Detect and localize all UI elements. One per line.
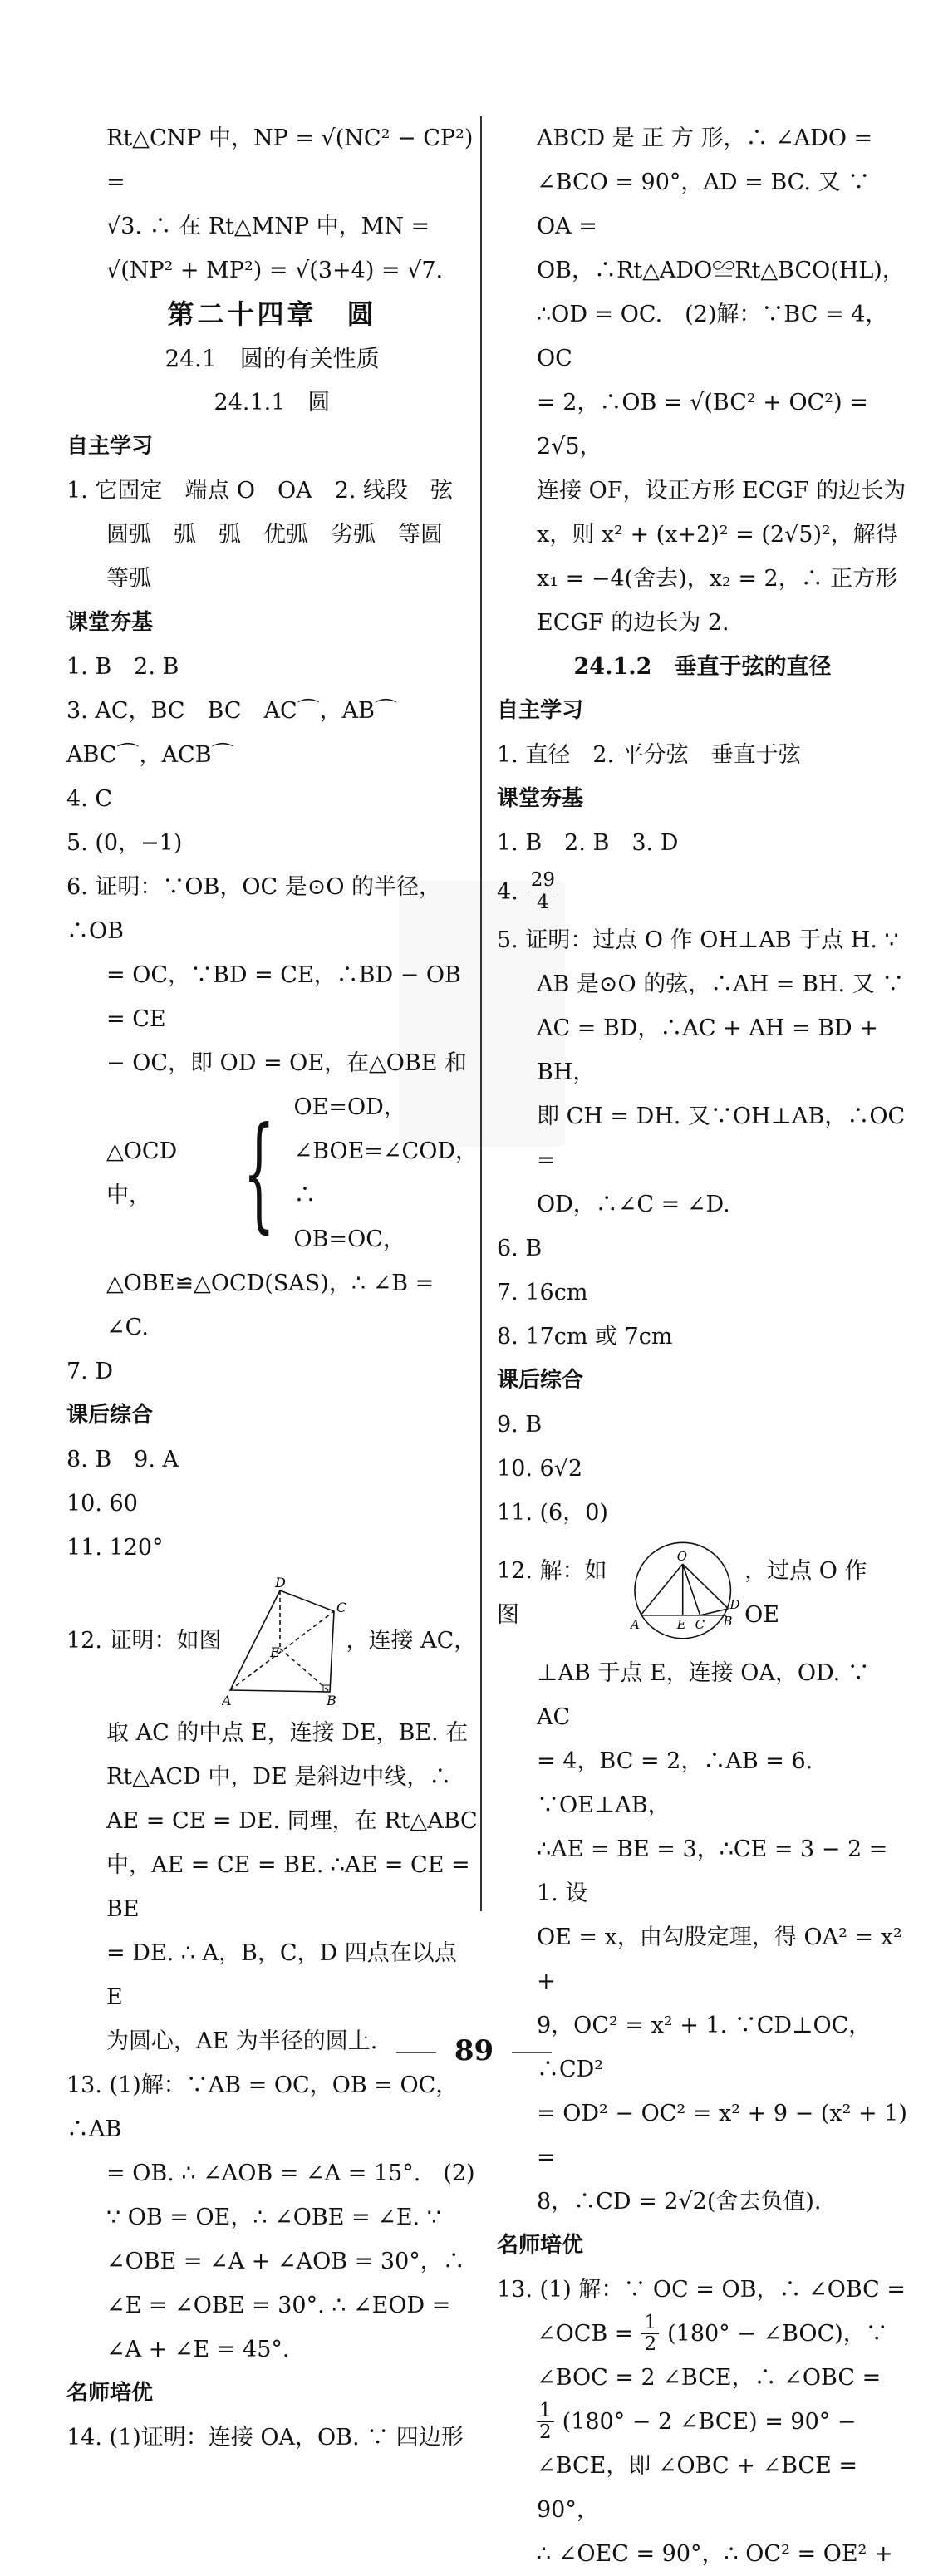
fig-label: E <box>269 1644 280 1660</box>
circle-figure <box>629 1539 744 1647</box>
text-line: ∠BOC = 2 ∠BCE，∴ ∠OBC = <box>537 2365 882 2391</box>
equation-line: OE=OD， <box>293 1094 406 1120</box>
section-heading: 自主学习 <box>66 434 154 459</box>
column-divider <box>480 116 482 1911</box>
fraction-denominator: 2 <box>644 2333 657 2355</box>
equation-line: ∠BOE=∠COD，∴ <box>293 1138 478 1208</box>
section-title: 24.1 圆的有关性质 <box>165 345 380 372</box>
text-line: 7. D <box>66 1359 113 1384</box>
fig-label: C <box>336 1600 346 1615</box>
fraction <box>641 2313 659 2356</box>
text-line: 5. 证明：过点 O 作 OH⊥AB 于点 H. ∵ <box>497 927 899 953</box>
text-line: 11. 120° <box>66 1535 164 1561</box>
fraction-numerator: 1 <box>641 2313 659 2334</box>
text-line: Rt△ACD 中，DE 是斜边中线，∴ <box>106 1764 452 1790</box>
text-line: = OC，∵BD = CE，∴BD − OB = CE <box>106 962 461 1032</box>
fig-label: B <box>723 1613 733 1629</box>
section-heading: 课堂夯基 <box>497 786 584 811</box>
fig-label: A <box>630 1616 640 1632</box>
text-line: = DE. ∴ A，B，C，D 四点在以点 E <box>106 1940 457 2010</box>
text-line: ∠A + ∠E = 45°. <box>106 2337 290 2362</box>
text-line: 10. 6√2 <box>497 1456 583 1482</box>
brace: { <box>243 1101 275 1246</box>
text-line: AC = BD，∴AC + AH = BD + BH， <box>537 1015 878 1085</box>
text-line: ，过点 O 作 OE <box>744 1558 867 1628</box>
section-heading: 名师培优 <box>66 2381 154 2406</box>
section-heading: 名师培优 <box>497 2233 584 2258</box>
subsection-title: 24.1.2 垂直于弦的直径 <box>573 654 832 680</box>
dash-left <box>396 2052 436 2053</box>
figure-line <box>497 1535 908 1651</box>
fraction <box>528 870 558 913</box>
text-line: 1. 直径 2. 平分弦 垂直于弦 <box>497 742 801 768</box>
text-line: 即 CH = DH. 又∵OH⊥AB，∴OC = <box>537 1104 906 1173</box>
fig-label: O <box>676 1549 687 1565</box>
page-number <box>0 2034 948 2067</box>
text-line: = OB. ∴ ∠AOB = ∠A = 15°. (2) <box>106 2161 475 2186</box>
text-line: = OD² − OC² = x² + 9 − (x² + 1) = <box>537 2101 907 2170</box>
fig-label: E <box>676 1616 686 1632</box>
text-line: OD，∴∠C = ∠D. <box>537 1192 730 1217</box>
quadrilateral-figure <box>222 1574 346 1707</box>
text-line: 1. B 2. B 3. D <box>497 830 679 856</box>
chapter-title: 第二十四章 圆 <box>167 298 377 330</box>
section-heading: 课堂夯基 <box>66 610 154 635</box>
text-line: (180° − ∠BOC)，∵ <box>667 2321 888 2347</box>
text-line: ECGF 的边长为 2. <box>537 610 729 636</box>
text-line: △OBE≌△OCD(SAS)，∴ ∠B = <box>106 1271 435 1296</box>
text-line: ∴AE = BE = 3，∴CE = 3 − 2 = 1. 设 <box>537 1836 888 1906</box>
text-line: 3. AC，BC BC AC⌒，AB⌒ ABC⌒，ACB⌒ <box>66 698 420 768</box>
text-line: √(NP² + MP²) = √(3+4) = √7. <box>106 258 444 283</box>
equation-lines <box>294 1085 479 1261</box>
text-line: 圆弧 弧 弧 优弧 劣弧 等圆 <box>106 522 443 548</box>
text-line: 14. (1)证明：连接 OA，OB. ∵ 四边形 <box>66 2425 464 2451</box>
page-number-text: 89 <box>454 2034 494 2067</box>
left-column <box>66 116 478 2460</box>
text-line: = 2，∴OB = √(BC² + OC²) = 2√5， <box>537 390 868 460</box>
fraction-numerator: 29 <box>528 870 558 892</box>
text-line: 7. 16cm <box>497 1280 588 1305</box>
equation-system <box>66 1085 478 1261</box>
text-line: ABCD 是 正 方 形，∴ ∠ADO = <box>537 125 873 151</box>
dash-right <box>512 2052 552 2053</box>
text-line: ，连接 AC， <box>346 1627 477 1654</box>
subsection-title: 24.1.1 圆 <box>214 390 331 415</box>
text-line: 10. 60 <box>66 1491 138 1517</box>
text-line: △OCD 中， <box>106 1138 178 1208</box>
section-heading: 课后综合 <box>66 1403 154 1428</box>
text-line: 4. C <box>66 786 113 812</box>
text-line: 6. 证明：∵OB，OC 是⊙O 的半径，∴OB <box>66 874 442 944</box>
text-line: 中，AE = CE = BE. ∴AE = CE = BE <box>106 1852 470 1922</box>
equation-line: OB=OC， <box>293 1227 405 1252</box>
section-heading: 课后综合 <box>497 1368 584 1393</box>
text-line: AB 是⊙O 的弦，∴AH = BH. 又 ∵ <box>537 971 905 997</box>
fraction-numerator: 1 <box>537 2401 554 2422</box>
text-line: 取 AC 的中点 E，连接 DE，BE. 在 <box>106 1720 469 1746</box>
text-line: ∠E = ∠OBE = 30°. ∴ ∠EOD = <box>106 2293 451 2318</box>
text-line: OE = x，由勾股定理，得 OA² = x² + <box>537 1925 902 1994</box>
text-line: √3. ∴ 在 Rt△MNP 中，MN = <box>106 214 430 239</box>
fraction-denominator: 2 <box>539 2421 552 2443</box>
text-line: 1. B 2. B <box>66 654 179 680</box>
text-line: 13. (1)解：∵AB = OC，OB = OC，∴AB <box>66 2072 459 2142</box>
text-line: (180° − 2 ∠BCE) = 90° − <box>562 2409 857 2435</box>
text-line: 8. 17cm 或 7cm <box>497 1324 673 1349</box>
text-line: ∴ ∠OEC = 90°，∴ OC² = OE² + <box>537 2541 893 2567</box>
section-heading: 自主学习 <box>497 698 584 723</box>
text-line: ∵ OB = OE，∴ ∠OBE = ∠E. ∵ <box>106 2205 441 2230</box>
fig-label: C <box>695 1616 705 1632</box>
text-line: 11. (6，0) <box>497 1500 608 1526</box>
fraction-denominator: 4 <box>537 891 549 913</box>
text-line: 9. B <box>497 1412 543 1438</box>
fig-label: D <box>729 1596 740 1612</box>
text-line: ⊥AB 于点 E，连接 OA，OD. ∵ AC <box>537 1660 870 1730</box>
text-line: ∠OBE = ∠A + ∠AOB = 30°，∴ <box>106 2249 465 2274</box>
text-line: 13. (1) 解：∵ OC = OB，∴ ∠OBC = <box>497 2277 906 2303</box>
text-line: ∠C. <box>106 1315 149 1340</box>
text-line: − OC，即 OD = OE，在△OBE 和 <box>106 1050 468 1076</box>
text-line: AE = CE = DE. 同理，在 Rt△ABC <box>106 1808 478 1834</box>
text-line: 6. B <box>497 1236 543 1261</box>
text-line: = 4，BC = 2，∴AB = 6. ∵OE⊥AB， <box>537 1748 813 1818</box>
text-line: 12. 解：如图 <box>497 1558 607 1628</box>
text-line: ∴OD = OC. (2)解：∵BC = 4，OC <box>537 302 888 371</box>
text-line: 8. B 9. A <box>66 1447 179 1472</box>
text-line: ∠BCO = 90°，AD = BC. 又 ∵ OA = <box>537 170 871 239</box>
figure-line <box>66 1570 478 1711</box>
text-line: 连接 OF，设正方形 ECGF 的边长为 <box>537 478 906 504</box>
fraction-line <box>497 2312 908 2356</box>
text-line: 为圆心，AE 为半径的圆上. <box>106 2028 378 2054</box>
text-line: x，则 x² + (x+2)² = (2√5)²，解得 <box>537 522 898 548</box>
text-line: 等弧 <box>106 566 151 592</box>
text-line: OB，∴Rt△ADO≌Rt△BCO(HL)， <box>537 258 905 283</box>
fig-label: B <box>326 1693 336 1707</box>
text-line: 1. 它固定 端点 O OA 2. 线段 弦 <box>66 478 454 504</box>
text-line: ∠OCB = <box>537 2321 634 2347</box>
fig-label: A <box>221 1693 232 1707</box>
text-line: 9，OC² = x² + 1. ∵CD⊥OC，∴CD² <box>537 2013 872 2082</box>
text-line: 4. <box>497 878 518 905</box>
fig-label: D <box>274 1575 286 1590</box>
fraction-line <box>497 865 908 918</box>
text-line: x₁ = −4(舍去)，x₂ = 2，∴ 正方形 <box>537 566 898 592</box>
text-line: 5. (0，−1) <box>66 830 183 856</box>
fraction <box>537 2401 554 2444</box>
right-column <box>497 116 908 2576</box>
text-line: Rt△CNP 中，NP = √(NC² − CP²) = <box>106 125 474 195</box>
fraction-line <box>497 2400 908 2444</box>
text-line: 8，∴CD = 2√2(舍去负值). <box>537 2189 822 2215</box>
text-line: 12. 证明：如图 <box>66 1627 222 1654</box>
text-line: ∠BCE，即 ∠OBC + ∠BCE = 90°， <box>537 2453 858 2523</box>
